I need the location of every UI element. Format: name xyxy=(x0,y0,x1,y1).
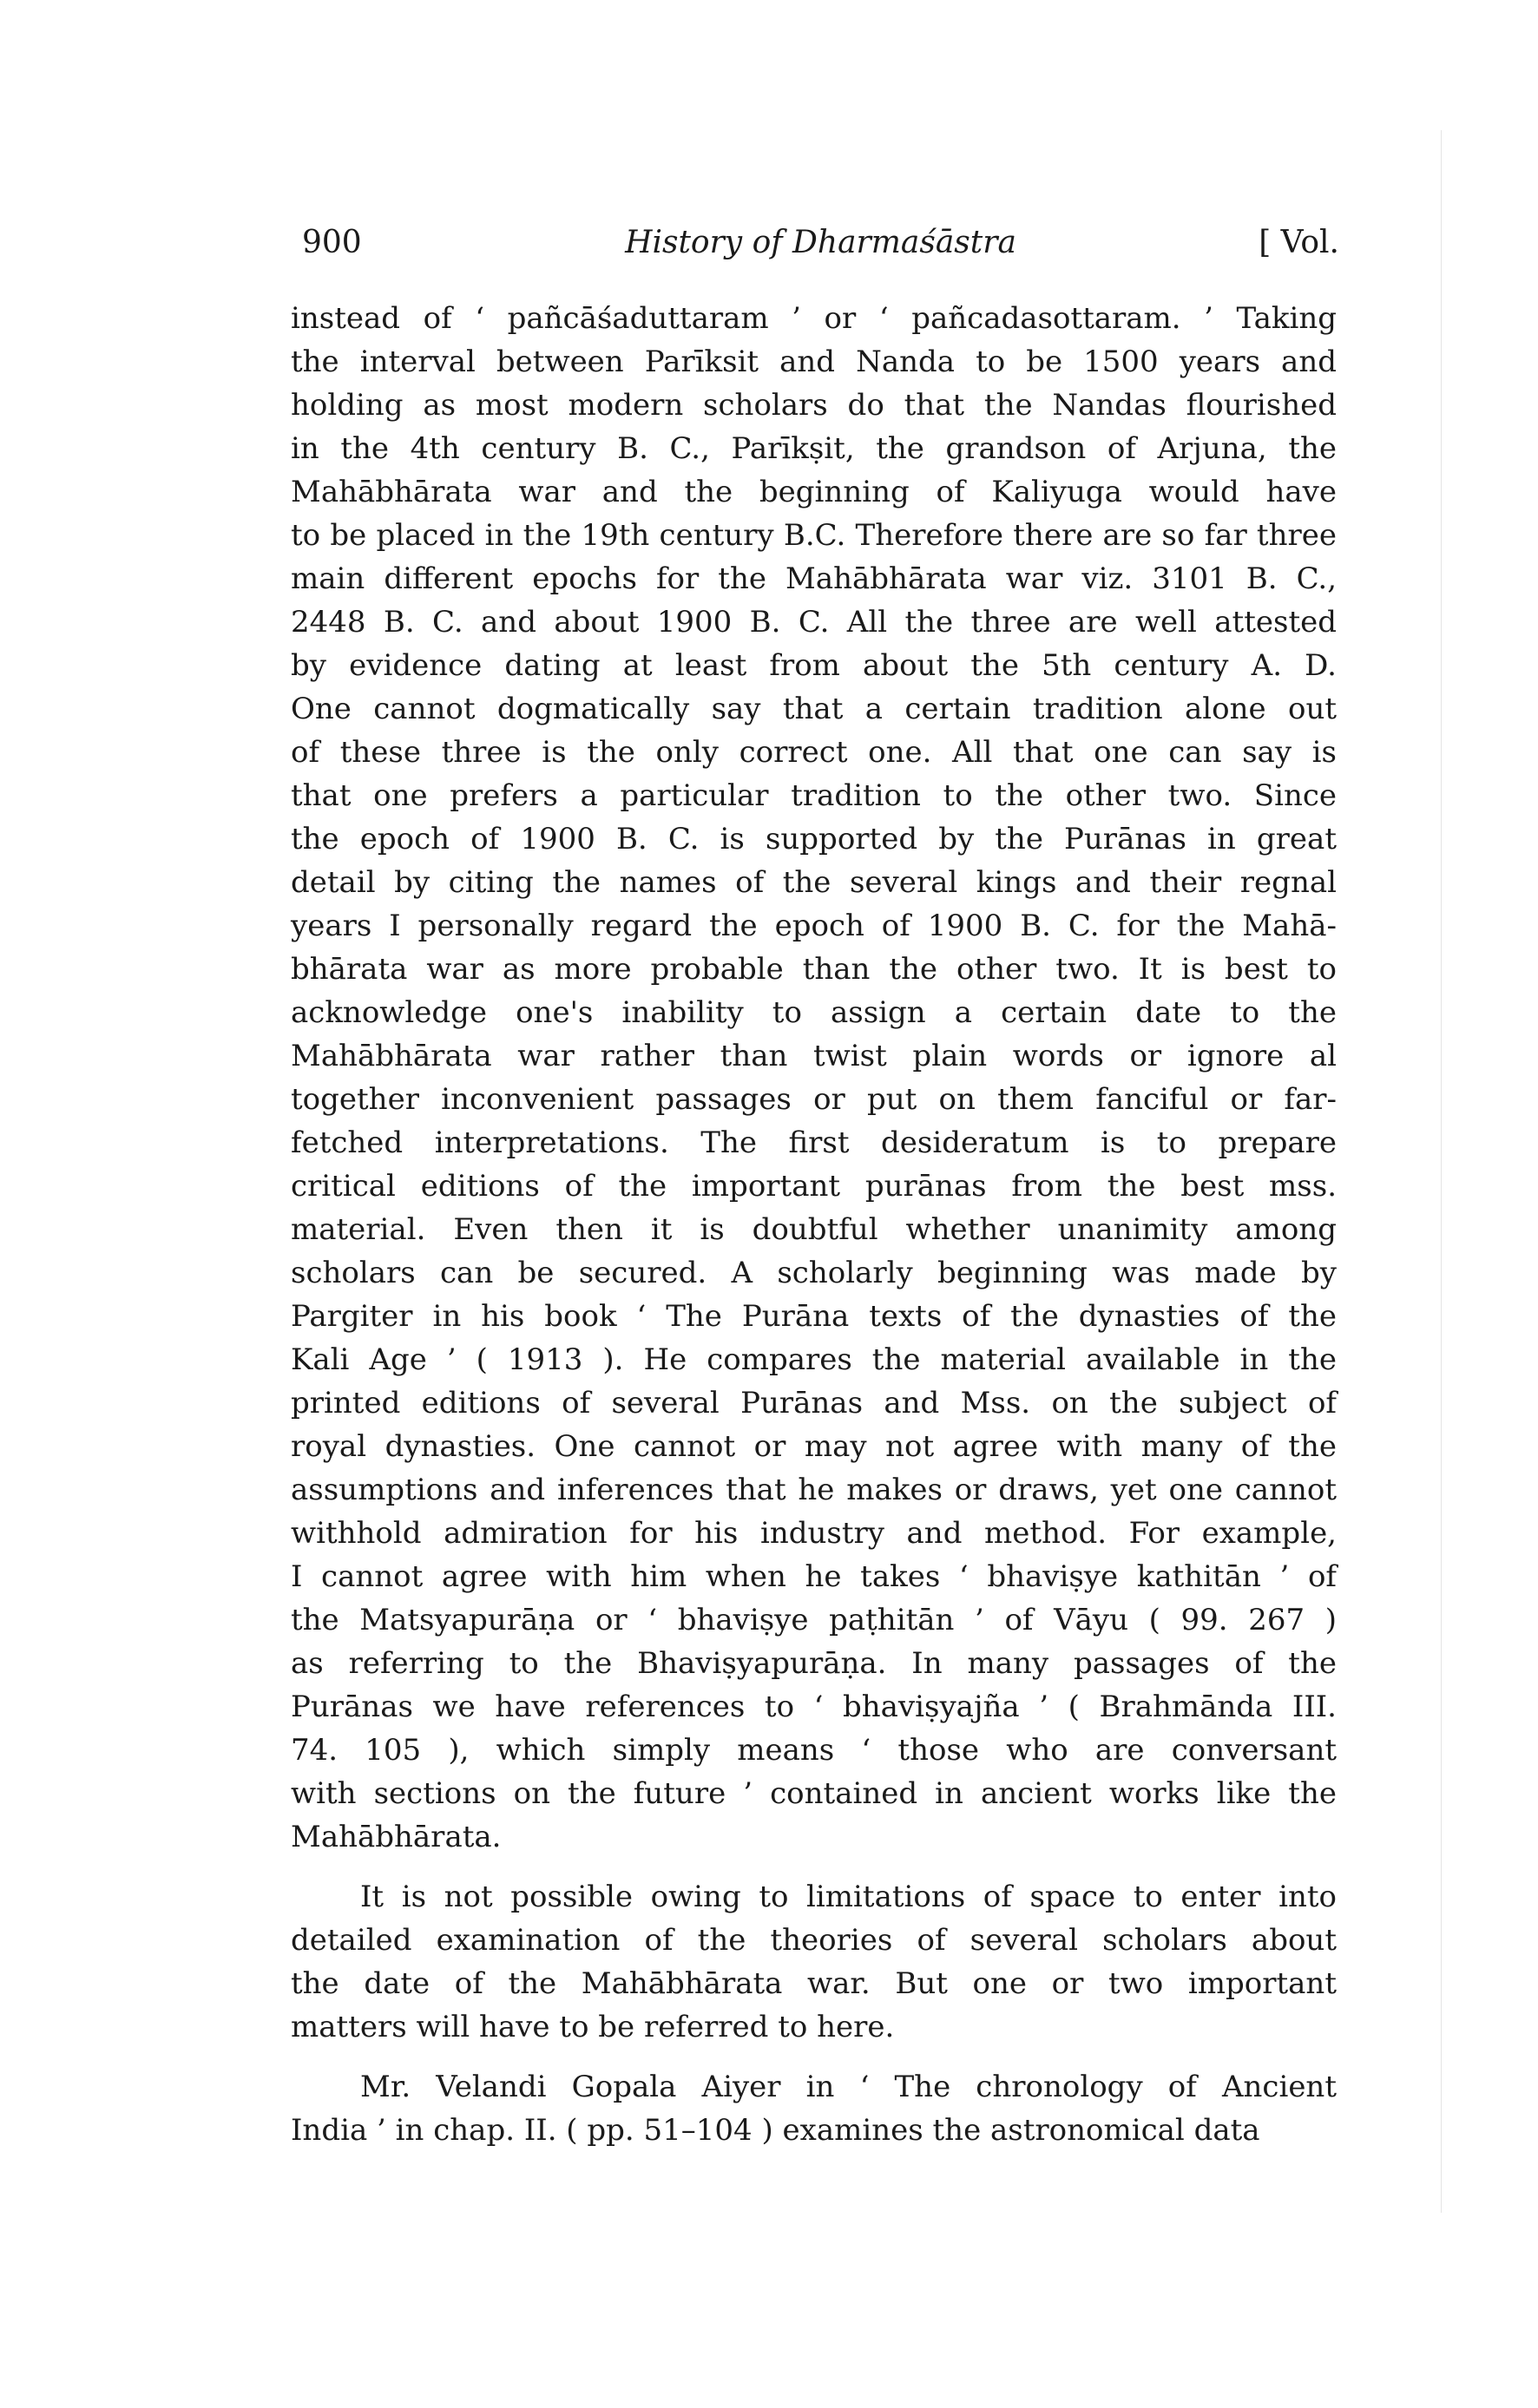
text-line: Pargiter in his book ‘ The Purāna texts of the dynasties of the xyxy=(291,1299,1337,1334)
text-line: critical editions of the important purānas from the best mss. xyxy=(291,1169,1337,1204)
text-line: material. Even then it is doubtful whether unanimity among xyxy=(291,1212,1337,1247)
text-line: the epoch of 1900 B. C. is supported by the Purānas in great xyxy=(291,822,1337,856)
text-line: bhārata war as more probable than the other two. It is best to xyxy=(291,952,1337,987)
text-line: together inconvenient passages or put on them fanciful or far- xyxy=(291,1082,1337,1117)
scan-edge-line xyxy=(1441,130,1442,2213)
text-line: 2448 B. C. and about 1900 B. C. All the three are well attested xyxy=(291,605,1337,640)
text-line: withhold admiration for his industry and method. For example, xyxy=(291,1516,1337,1551)
page-number: 900 xyxy=(302,225,362,260)
text-line: detailed examination of the theories of several scholars about xyxy=(291,1923,1337,1958)
paragraph-1 xyxy=(291,297,1337,1859)
text-line: Purānas we have references to ‘ bhaviṣyajña ’ ( Brahmānda III. xyxy=(291,1690,1337,1724)
text-line: by evidence dating at least from about the 5th century A. D. xyxy=(291,648,1337,683)
text-line: I cannot agree with him when he takes ‘ bhaviṣye kathitān ’ of xyxy=(291,1559,1337,1594)
text-line: the date of the Mahābhārata war. But one or two important xyxy=(291,1966,1337,2001)
text-line: royal dynasties. One cannot or may not agree with many of the xyxy=(291,1429,1337,1464)
volume-label: [ Vol. xyxy=(1259,225,1339,260)
text-line: the Matsyapurāṇa or ‘ bhaviṣye paṭhitān ’ of Vāyu ( 99. 267 ) xyxy=(291,1603,1337,1637)
running-title: History of Dharmaśāstra xyxy=(625,225,1016,260)
text-line: in the 4th century B. C., Parīkṣit, the grandson of Arjuna, the xyxy=(291,431,1337,466)
text-line: One cannot dogmatically say that a certain tradition alone out xyxy=(291,692,1337,726)
text-line: India ’ in chap. II. ( pp. 51–104 ) examines the astronomical data xyxy=(291,2113,1260,2148)
text-line: the interval between Parīksit and Nanda to be 1500 years and xyxy=(291,344,1337,379)
paragraph-3 xyxy=(291,2065,1337,2152)
text-line: It is not possible owing to limitations of space to enter into xyxy=(360,1880,1337,1914)
text-line: printed editions of several Purānas and Mss. on the subject of xyxy=(291,1386,1337,1421)
text-line: Mahābhārata war and the beginning of Kaliyuga would have xyxy=(291,475,1337,509)
text-line: main different epochs for the Mahābhārata war viz. 3101 B. C., xyxy=(291,561,1337,596)
text-line: holding as most modern scholars do that the Nandas flourished xyxy=(291,388,1337,423)
text-line: instead of ‘ pañcāśaduttaram ’ or ‘ pañcadasottaram. ’ Taking xyxy=(291,301,1337,336)
text-line: Mahābhārata. xyxy=(291,1820,502,1854)
text-line: Mahābhārata war rather than twist plain words or ignore al xyxy=(291,1039,1337,1073)
page-header xyxy=(302,221,1339,265)
text-line: that one prefers a particular tradition to the other two. Since xyxy=(291,778,1337,813)
text-line: acknowledge one's inability to assign a certain date to the xyxy=(291,995,1337,1030)
text-line: detail by citing the names of the several kings and their regnal xyxy=(291,865,1337,900)
text-line: assumptions and inferences that he makes or draws, yet one cannot xyxy=(291,1473,1337,1507)
text-line: scholars can be secured. A scholarly beginning was made by xyxy=(291,1256,1337,1290)
text-line: Mr. Velandi Gopala Aiyer in ‘ The chronology of Ancient xyxy=(360,2070,1337,2104)
text-line: to be placed in the 19th century B.C. Therefore there are so far three xyxy=(291,518,1337,553)
text-line: 74. 105 ), which simply means ‘ those who are conversant xyxy=(291,1733,1337,1768)
text-line: as referring to the Bhaviṣyapurāṇa. In many passages of the xyxy=(291,1646,1337,1681)
text-line: with sections on the future ’ contained in ancient works like the xyxy=(291,1776,1337,1811)
text-line: fetched interpretations. The first desideratum is to prepare xyxy=(291,1125,1337,1160)
paragraph-2 xyxy=(291,1875,1337,2049)
body-text xyxy=(291,297,1337,2152)
text-line: of these three is the only correct one. All that one can say is xyxy=(291,735,1337,770)
text-line: years I personally regard the epoch of 1900 B. C. for the Mahā- xyxy=(291,909,1337,943)
text-line: Kali Age ’ ( 1913 ). He compares the material available in the xyxy=(291,1342,1337,1377)
text-line: matters will have to be referred to here. xyxy=(291,2010,895,2044)
